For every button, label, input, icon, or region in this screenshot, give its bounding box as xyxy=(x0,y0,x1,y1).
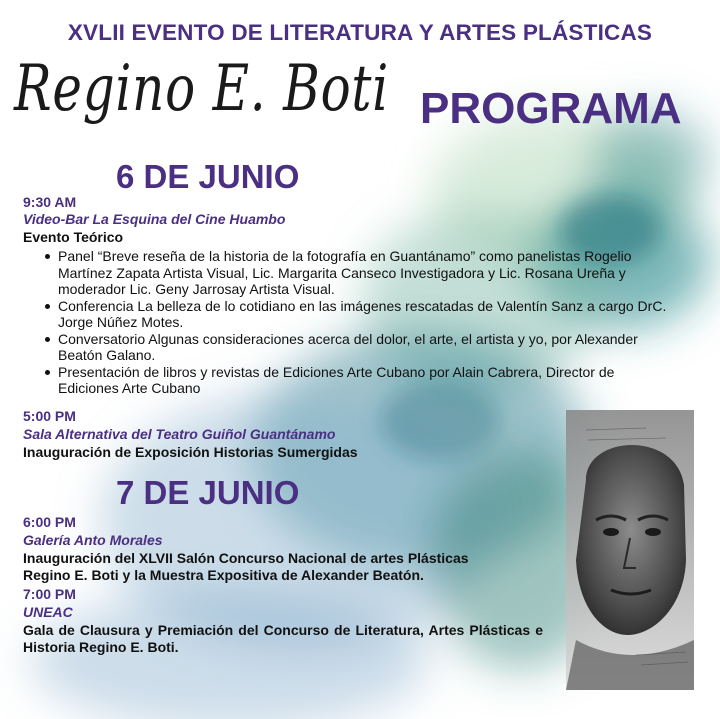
brand-logotype: Regino E. Boti xyxy=(14,52,389,126)
day-heading-2: 7 DE JUNIO xyxy=(116,474,300,511)
session-time: 5:00 PM xyxy=(23,408,76,424)
session-venue: Sala Alternativa del Teatro Guiñol Guantánamo xyxy=(23,426,336,442)
session-venue: Galería Anto Morales xyxy=(23,532,163,548)
session-time: 6:00 PM xyxy=(23,514,76,530)
session-description: Gala de Clausura y Premiación del Concurso de Literatura, Artes Plásticas e Historia Regino E. Boti. xyxy=(23,622,543,655)
session-venue: Video-Bar La Esquina del Cine Huambo xyxy=(23,211,286,227)
session-venue: UNEAC xyxy=(23,604,73,620)
day-heading-1: 6 DE JUNIO xyxy=(116,158,300,195)
list-item: Panel “Breve reseña de la historia de la fotografía en Guantánamo” como panelistas Rogelio Martínez Zapata Artista Visual, Lic. Margarita Canseco Investigadora y Lic. Rosana Ureña y moderador Lic. Geny Jarrosay Artista Visual. xyxy=(23,248,675,298)
session-description: Inauguración del XLVII Salón Concurso Nacional de artes Plásticas Regino E. Boti y la Muestra Expositiva de Alexander Beatón. xyxy=(23,550,469,583)
session-items-list xyxy=(23,248,675,397)
programa-heading: PROGRAMA xyxy=(420,84,682,133)
portrait-photo xyxy=(566,410,694,690)
event-title: XVLII EVENTO DE LITERATURA Y ARTES PLÁSTICAS xyxy=(67,20,653,45)
list-item: Conferencia La belleza de lo cotidiano en las imágenes rescatadas de Valentín Sanz a cargo DrC. Jorge Núñez Motes. xyxy=(23,298,675,331)
session-description: Inauguración de Exposición Historias Sumergidas xyxy=(23,444,358,460)
session-time: 9:30 AM xyxy=(23,194,77,210)
list-item: Presentación de libros y revistas de Ediciones Arte Cubano por Alain Cabrera, Director de Ediciones Arte Cubano xyxy=(23,364,675,397)
session-time: 7:00 PM xyxy=(23,586,76,602)
list-item: Conversatorio Algunas consideraciones acerca del dolor, el arte, el artista y yo, por Alexander Beatón Galano. xyxy=(23,331,675,364)
session-label: Evento Teórico xyxy=(23,229,124,245)
